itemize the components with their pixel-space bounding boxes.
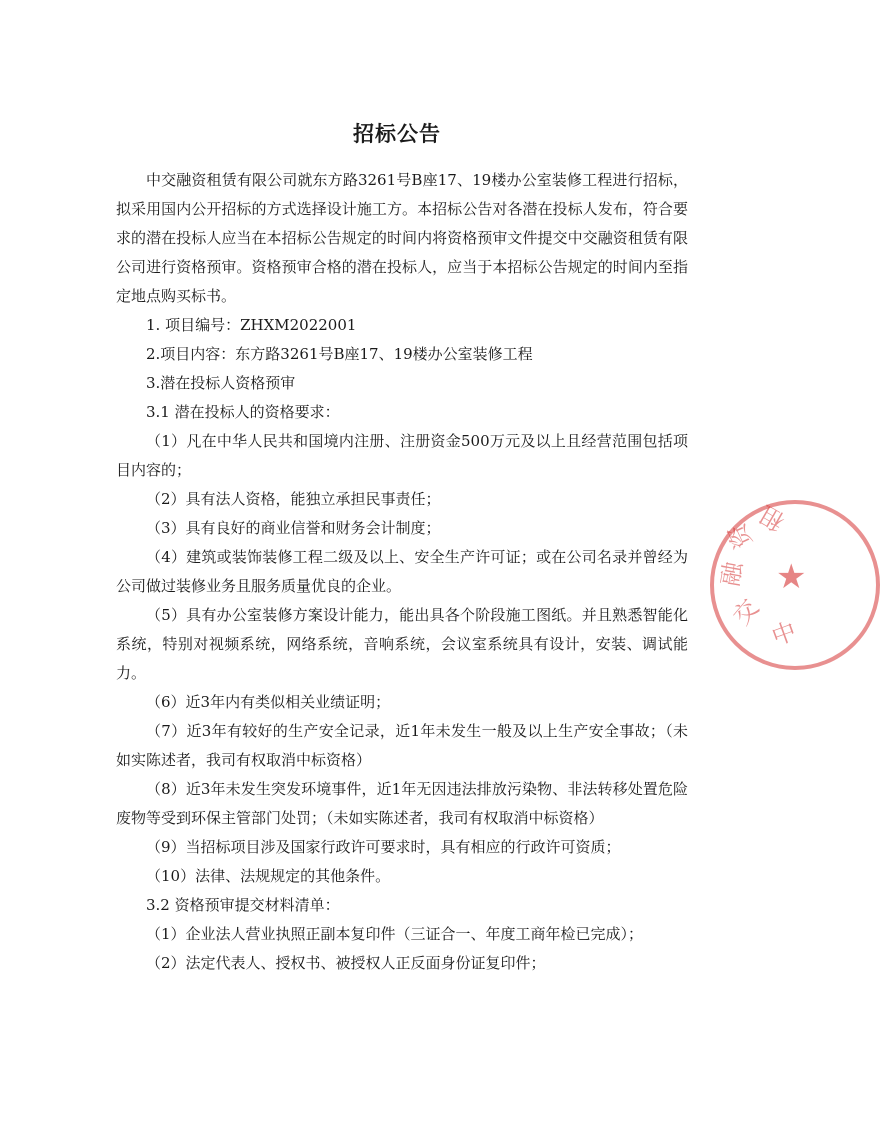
document-body [116,166,688,978]
seal-char: 中 [767,616,801,652]
project-number: 1. 项目编号：ZHXM2022001 [146,316,357,334]
company-seal [710,500,880,670]
subsection-heading: 3.2 资格预审提交材料清单： [146,896,340,914]
materials-item: （2）法定代表人、授权书、被授权人正反面身份证复印件； [146,954,546,972]
requirement-item: （5）具有办公室装修方案设计能力，能出具各个阶段施工图纸。并且熟悉智能化系统，特别对视频系统，网络系统，音响系统，会议室系统具有设计，安装、调试能力。 [116,606,688,682]
intro-paragraph: 中交融资租赁有限公司就东方路3261号B座17、19楼办公室装修工程进行招标，拟采用国内公开招标的方式选择设计施工方。本招标公告对各潜在投标人发布，符合要求的潜在投标人应当在本招标公告规定的时间内将资格预审文件提交中交融资租赁有限公司进行资格预审。资格预审合格的潜在投标人，应当于本招标公告规定的时间内至指定地点购买标书。 [116,171,688,305]
seal-char: 租 [754,499,790,537]
requirement-item: （4）建筑或装饰装修工程二级及以上、安全生产许可证；或在公司名录并曾经为公司做过装修业务且服务质量优良的企业。 [116,548,688,595]
seal-star-icon: ★ [776,557,807,597]
requirement-item: （10）法律、法规规定的其他条件。 [146,867,391,885]
requirement-item: （6）近3年内有类似相关业绩证明； [146,693,391,711]
document-title: 招标公告 [353,121,441,146]
requirement-item: （2）具有法人资格，能独立承担民事责任； [146,490,441,508]
requirement-item: （1）凡在中华人民共和国境内注册、注册资金500万元及以上且经营范围包括项目内容的； [116,432,688,479]
project-content: 2.项目内容：东方路3261号B座17、19楼办公室装修工程 [146,345,533,363]
requirement-item: （9）当招标项目涉及国家行政许可要求时，具有相应的行政许可资质； [146,838,621,856]
requirement-item: （8）近3年未发生突发环境事件，近1年无因违法排放污染物、非法转移处置危险废物等受到环保主管部门处罚；（未如实陈述者，我司有权取消中标资格） [116,780,688,827]
materials-item: （1）企业法人营业执照正副本复印件（三证合一、年度工商年检已完成）； [146,925,644,943]
seal-char: 交 [727,593,765,631]
requirement-item: （3）具有良好的商业信誉和财务会计制度； [146,519,441,537]
seal-char: 资 [722,519,758,553]
requirement-item: （7）近3年有较好的生产安全记录，近1年未发生一般及以上生产安全事故；（未如实陈述者，我司有权取消中标资格） [116,722,688,769]
seal-char: 融 [716,559,748,589]
subsection-heading: 3.1 潜在投标人的资格要求： [146,403,340,421]
section-heading: 3.潜在投标人资格预审 [146,374,296,392]
